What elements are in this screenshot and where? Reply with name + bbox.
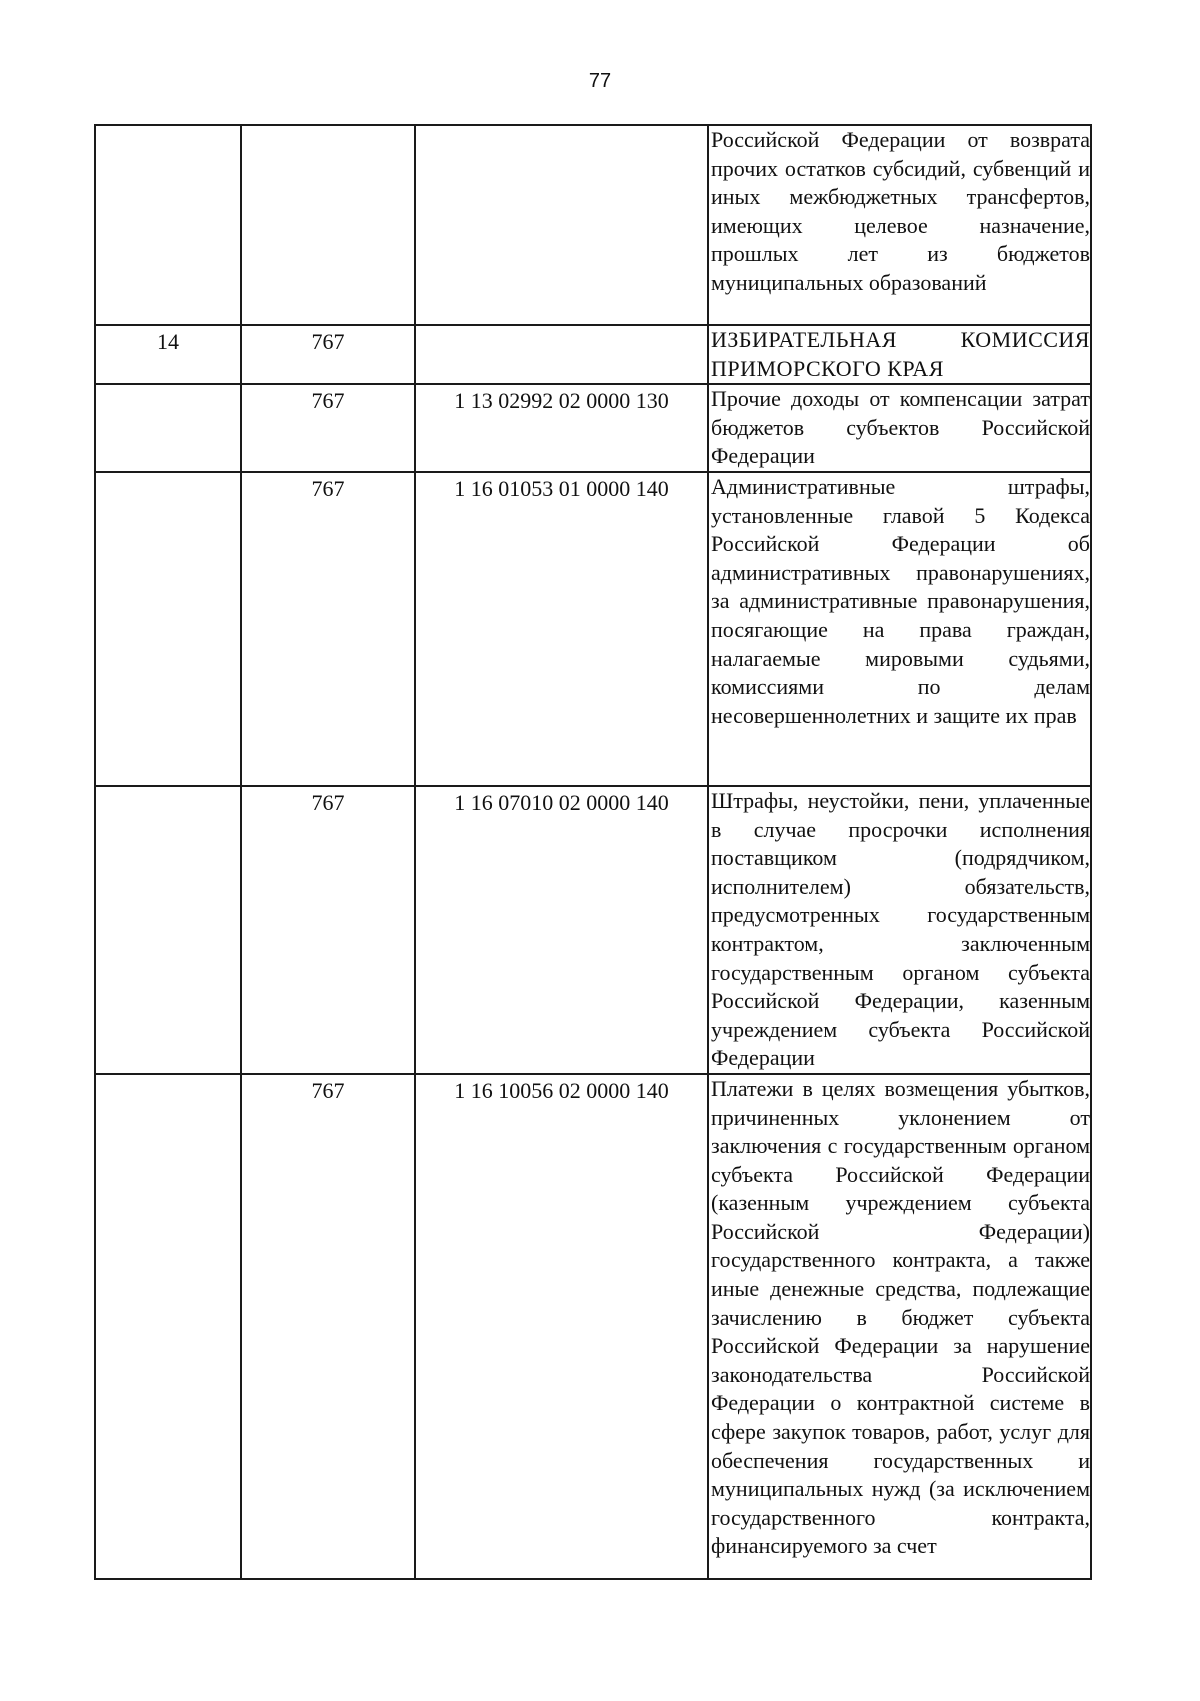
admin-code-cell [241,125,415,325]
row-number-cell [95,786,241,1074]
admin-code-cell: 767 [241,384,415,472]
row-number-cell: 14 [95,325,241,384]
income-name-cell: Штрафы, неустойки, пени, уплаченные в случае просрочки исполнения поставщиком (подрядчиком, исполнителем) обязательств, предусмотренных государственным контрактом, заключенным государственным органом субъекта Российской Федерации, казенным учреждением субъекта Российской Федерации [708,786,1091,1074]
admin-code-cell: 767 [241,325,415,384]
income-name-cell: Административные штрафы, установленные главой 5 Кодекса Российской Федерации об административных правонарушениях, за административные правонарушения, посягающие на права граждан, налагаемые мировыми судьями, комиссиями по делам несовершеннолетних и защите их прав [708,472,1091,786]
income-code-cell: 1 16 01053 01 0000 140 [415,472,708,786]
admin-code-cell: 767 [241,1074,415,1579]
income-codes-table [94,124,1092,1580]
row-number-cell [95,125,241,325]
income-code-cell [415,125,708,325]
admin-code-cell: 767 [241,472,415,786]
row-number-cell [95,384,241,472]
row-number-cell [95,472,241,786]
table-row [95,1074,1091,1579]
income-code-cell: 1 13 02992 02 0000 130 [415,384,708,472]
page-number: 77 [588,70,612,92]
table-row [95,125,1091,325]
row-number-cell [95,1074,241,1579]
income-name-cell: Российской Федерации от возврата прочих остатков субсидий, субвенций и иных межбюджетных трансфертов, имеющих целевое назначение, прошлых лет из бюджетов муниципальных образований [708,125,1091,325]
table-row [95,325,1091,384]
income-name-cell: Платежи в целях возмещения убытков, причиненных уклонением от заключения с государственным органом субъекта Российской Федерации (казенным учреждением субъекта Российской Федерации) государственного контракта, а также иные денежные средства, подлежащие зачислению в бюджет субъекта Российской Федерации за нарушение законодательства Российской Федерации о контрактной системе в сфере закупок товаров, работ, услуг для обеспечения государственных и муниципальных нужд (за исключением государственного контракта, финансируемого за счет [708,1074,1091,1579]
income-code-cell: 1 16 10056 02 0000 140 [415,1074,708,1579]
table-row [95,786,1091,1074]
table-row [95,384,1091,472]
income-name-cell: ИЗБИРАТЕЛЬНАЯ КОМИССИЯ ПРИМОРСКОГО КРАЯ [708,325,1091,384]
admin-code-cell: 767 [241,786,415,1074]
income-code-cell: 1 16 07010 02 0000 140 [415,786,708,1074]
income-code-cell [415,325,708,384]
income-name-cell: Прочие доходы от компенсации затрат бюджетов субъектов Российской Федерации [708,384,1091,472]
table-row [95,472,1091,786]
